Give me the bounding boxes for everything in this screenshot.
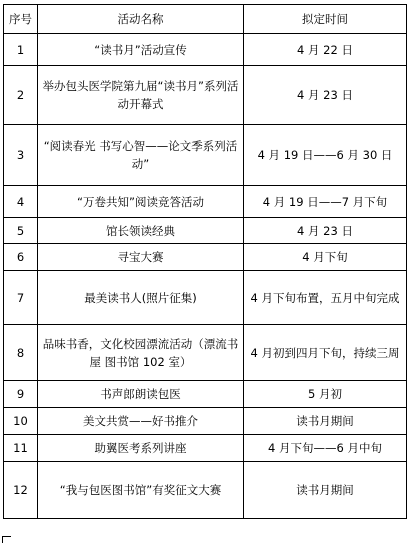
header-planned-time: 拟定时间 — [244, 5, 407, 34]
table-header-row — [4, 5, 407, 34]
row-number: 10 — [4, 408, 38, 435]
table-row — [4, 34, 407, 66]
planned-time: 4 月 22 日 — [244, 34, 407, 66]
table-row — [4, 408, 407, 435]
page-corner-mark — [2, 536, 11, 543]
activity-name: 美文共赏——好书推介 — [38, 408, 244, 435]
header-no: 序号 — [4, 5, 38, 34]
planned-time: 4 月 23 日 — [244, 66, 407, 125]
row-number: 7 — [4, 271, 38, 325]
planned-time: 4 月 23 日 — [244, 218, 407, 244]
row-number: 3 — [4, 125, 38, 186]
table-row — [4, 66, 407, 125]
planned-time: 4 月 19 日——6 月 30 日 — [244, 125, 407, 186]
activity-name: “读书月”活动宣传 — [38, 34, 244, 66]
planned-time: 4 月初到四月下旬，持续三周 — [244, 325, 407, 381]
row-number: 1 — [4, 34, 38, 66]
activity-name: 助翼医考系列讲座 — [38, 435, 244, 462]
activity-name: “我与包医图书馆”有奖征文大赛 — [38, 462, 244, 519]
header-activity-name: 活动名称 — [38, 5, 244, 34]
activity-name: 馆长领读经典 — [38, 218, 244, 244]
planned-time: 4 月下旬布置，五月中旬完成 — [244, 271, 407, 325]
activity-name: “万卷共知”阅读竞答活动 — [38, 186, 244, 218]
planned-time: 读书月期间 — [244, 408, 407, 435]
table-row — [4, 244, 407, 271]
table-row — [4, 271, 407, 325]
table-row — [4, 435, 407, 462]
table-row — [4, 462, 407, 519]
row-number: 11 — [4, 435, 38, 462]
activity-name: 举办包头医学院第九届“读书月”系列活动开幕式 — [38, 66, 244, 125]
activity-name: “阅读春光 书写心智——论文季系列活动” — [38, 125, 244, 186]
row-number: 12 — [4, 462, 38, 519]
planned-time: 5 月初 — [244, 381, 407, 408]
row-number: 5 — [4, 218, 38, 244]
planned-time: 4 月下旬——6 月中旬 — [244, 435, 407, 462]
activity-name: 品味书香，文化校园漂流活动（漂流书屋 图书馆 102 室） — [38, 325, 244, 381]
row-number: 2 — [4, 66, 38, 125]
row-number: 4 — [4, 186, 38, 218]
planned-time: 4 月下旬 — [244, 244, 407, 271]
activity-name: 寻宝大赛 — [38, 244, 244, 271]
activity-name: 最美读书人(照片征集) — [38, 271, 244, 325]
activity-name: 书声郎朗读包医 — [38, 381, 244, 408]
planned-time: 4 月 19 日——7 月下旬 — [244, 186, 407, 218]
row-number: 8 — [4, 325, 38, 381]
table-row — [4, 381, 407, 408]
row-number: 9 — [4, 381, 38, 408]
planned-time: 读书月期间 — [244, 462, 407, 519]
row-number: 6 — [4, 244, 38, 271]
table-row — [4, 186, 407, 218]
table-row — [4, 125, 407, 186]
table-row — [4, 218, 407, 244]
activity-schedule-table — [3, 4, 407, 519]
table-row — [4, 325, 407, 381]
